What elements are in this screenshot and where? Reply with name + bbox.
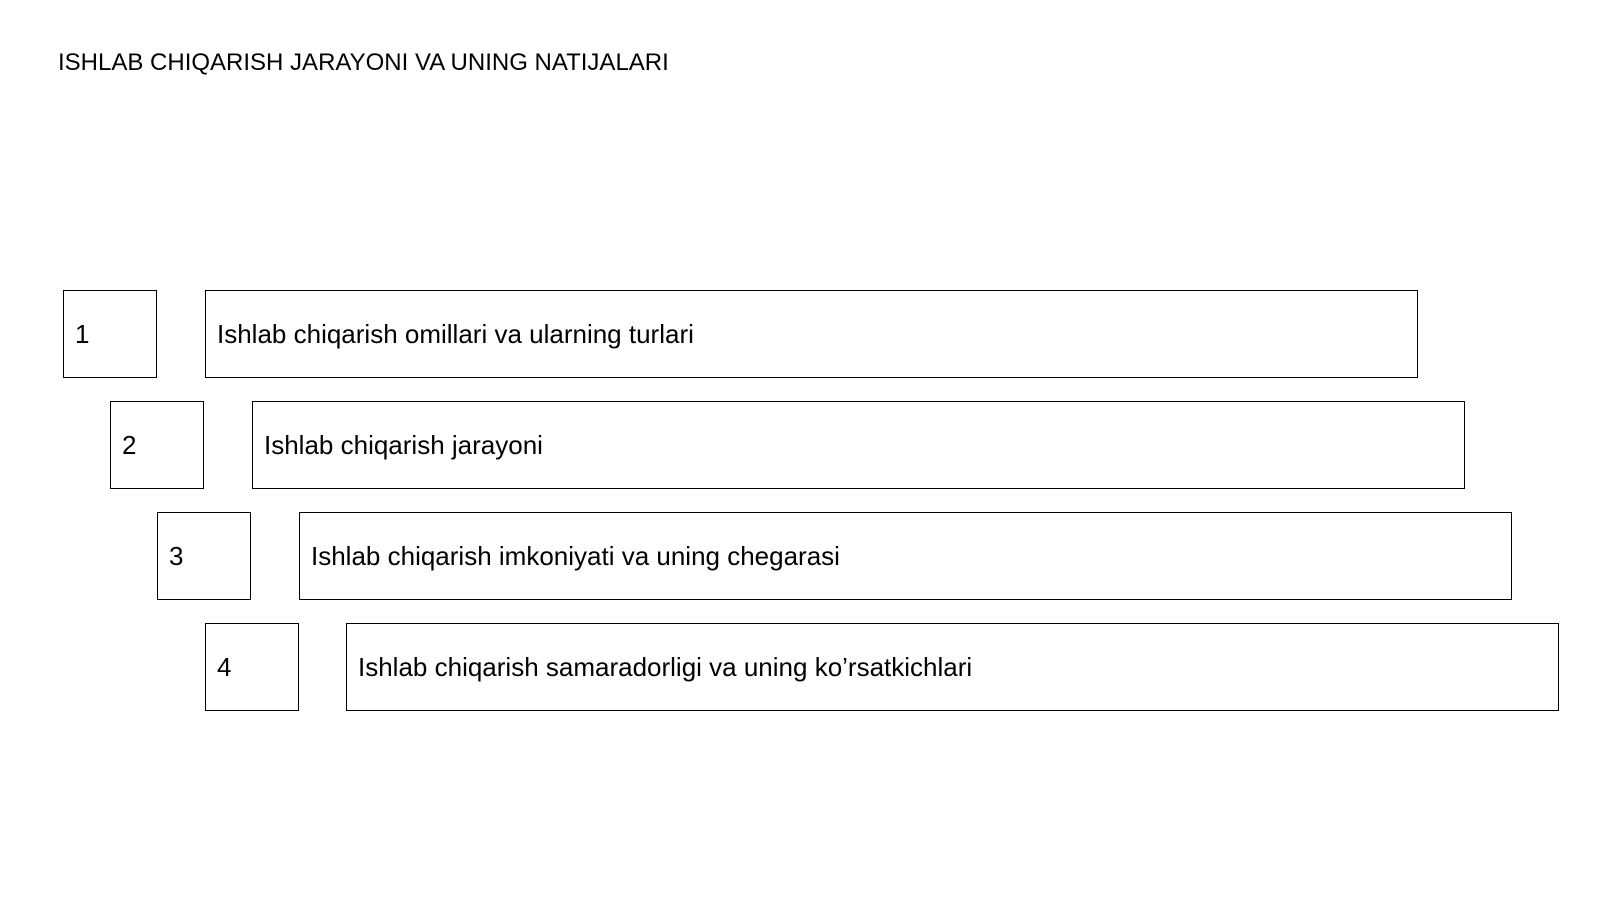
item-text-box bbox=[252, 401, 1465, 489]
item-text: Ishlab chiqarish imkoniyati va uning chegarasi bbox=[311, 540, 840, 571]
item-number-box bbox=[110, 401, 204, 489]
item-number: 3 bbox=[169, 540, 184, 571]
item-number: 1 bbox=[75, 318, 90, 349]
item-number: 4 bbox=[217, 651, 232, 682]
item-number-box bbox=[205, 623, 299, 711]
item-text: Ishlab chiqarish jarayoni bbox=[264, 429, 543, 460]
item-text-box bbox=[346, 623, 1559, 711]
item-number-box bbox=[157, 512, 251, 600]
item-text: Ishlab chiqarish samaradorligi va uning ko’rsatkichlari bbox=[358, 651, 973, 682]
item-text-box bbox=[205, 290, 1418, 378]
item-number: 2 bbox=[122, 429, 137, 460]
item-number-box bbox=[63, 290, 157, 378]
item-text: Ishlab chiqarish omillari va ularning turlari bbox=[217, 318, 694, 349]
item-text-box bbox=[299, 512, 1512, 600]
slide-title: ISHLAB CHIQARISH JARAYONI VA UNING NATIJALARI bbox=[58, 49, 669, 76]
